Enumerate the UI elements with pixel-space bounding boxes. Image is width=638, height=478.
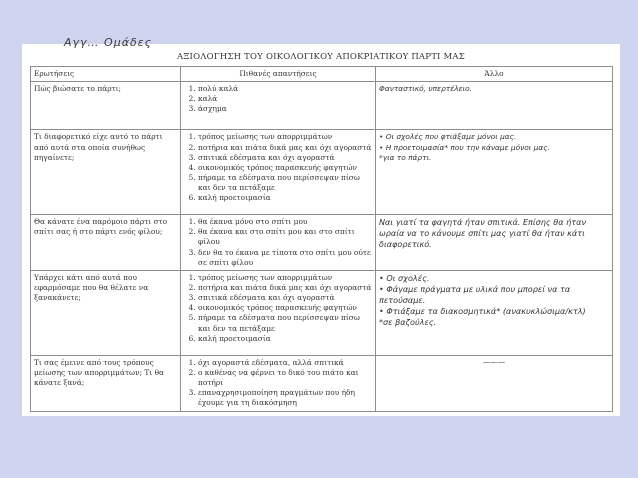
- options-list: [184, 358, 372, 408]
- table-header-row: [31, 67, 613, 82]
- option-item: 2. ποτήρια και πιάτα δικά μας και όχι αγοραστά: [198, 283, 372, 293]
- option-item: 1. τρόπος μείωσης των απορριμμάτων: [198, 132, 372, 142]
- option-item: 6. καλή προετοιμασία: [198, 334, 372, 344]
- option-item: 6. καλή προετοιμασία: [198, 193, 372, 203]
- table-row: [31, 356, 613, 412]
- option-item: 5. πήραμε τα εδέσματα που περίσσεψαν πίσω και δεν τα πετάξαμε: [198, 313, 372, 333]
- table-row: [31, 215, 613, 271]
- option-item: 3. σπιτικά εδέσματα και όχι αγοραστά: [198, 293, 372, 303]
- option-item: 4. οικονομικός τρόπος παρασκευής φαγητών: [198, 163, 372, 173]
- option-item: 4. οικονομικός τρόπος παρασκευής φαγητών: [198, 303, 372, 313]
- option-item: 3. άσχημα: [198, 104, 372, 114]
- option-item: 2. θα έκανα και στο σπίτι μου και στο σπίτι φίλου: [198, 227, 372, 247]
- options-list: [184, 132, 372, 202]
- table-row: [31, 130, 613, 215]
- table-row: [31, 82, 613, 130]
- handwritten-answer: Ναι γιατί τα φαγητά ήταν σπιτικά. Επίσης θα ήταν ωραία να το κάνουμε σπίτι μας γιατί θα ήταν κάτι διαφορετικό.: [376, 215, 613, 271]
- option-item: 3. σπιτικά εδέσματα και όχι αγοραστά: [198, 153, 372, 163]
- options-cell: [181, 215, 376, 271]
- column-header-answers: Πιθανές απαντήσεις: [181, 67, 376, 82]
- question-cell: Υπάρχει κάτι από αυτά που εφαρμόσαμε που θα θέλατε να ξανακάνετε;: [31, 271, 181, 356]
- question-cell: Τι διαφορετικό είχε αυτό το πάρτι από αυτά στα οποία συνήθως πηγαίνετε;: [31, 130, 181, 215]
- option-item: 1. πολύ καλά: [198, 84, 372, 94]
- option-item: 1. όχι αγοραστά εδέσματα, αλλά σπιτικά: [198, 358, 372, 368]
- handwritten-answer: • Οι σχολές. • Φάγαμε πράγματα με υλικά που μπορεί να τα πετούσαμε. • Φτιάξαμε τα διακοσμητικά* (ανακυκλώσιμα/κτλ) *σε βαζούλες.: [376, 271, 613, 356]
- option-item: 2. ποτήρια και πιάτα δικά μας και όχι αγοραστά: [198, 143, 372, 153]
- option-item: 3. επαναχρησιμοποίηση πραγμάτων που ήδη έχουμε για τη διακόσμηση: [198, 388, 372, 408]
- question-cell: Πώς βιώσατε το πάρτι;: [31, 82, 181, 130]
- option-item: 3. δεν θα το έκανα με τίποτα στο σπίτι μου ούτε σε σπίτι φίλου: [198, 248, 372, 268]
- options-cell: [181, 82, 376, 130]
- options-list: [184, 217, 372, 267]
- option-item: 2. ο καθένας να φέρνει το δικό του πιάτο και ποτήρι: [198, 368, 372, 388]
- option-item: 2. καλά: [198, 94, 372, 104]
- column-header-other: Άλλο: [376, 67, 613, 82]
- question-cell: Τι σας έμεινε από τους τρόπους μείωσης των απορριμμάτων; Τι θα κάνατε ξανά;: [31, 356, 181, 412]
- options-cell: [181, 356, 376, 412]
- option-item: 1. τρόπος μείωσης των απορριμμάτων: [198, 273, 372, 283]
- question-cell: Θα κάνατε ένα παρόμοιο πάρτι στο σπίτι σας ή στο πάρτι ενός φίλου;: [31, 215, 181, 271]
- option-item: 5. πήραμε τα εδέσματα που περίσσεψαν πίσω και δεν τα πετάξαμε: [198, 173, 372, 193]
- scanned-sheet: [22, 36, 620, 416]
- handwritten-answer: • Οι σχολές που φτιάξαμε μόνοι μας. • Η προετοιμασία* που την κάναμε μόνοι μας. *για το πάρτι.: [376, 130, 613, 215]
- options-list: [184, 273, 372, 343]
- handwritten-answer: ———: [376, 356, 613, 412]
- column-header-questions: Ερωτήσεις: [31, 67, 181, 82]
- table-row: [31, 271, 613, 356]
- header-scrawl: Αγγ… Ομάδες: [64, 36, 153, 49]
- evaluation-table: [30, 66, 613, 412]
- option-item: 1. θα έκανα μόνο στο σπίτι μου: [198, 217, 372, 227]
- options-list: [184, 84, 372, 114]
- options-cell: [181, 130, 376, 215]
- options-cell: [181, 271, 376, 356]
- document-title: ΑΞΙΟΛΟΓΗΣΗ ΤΟΥ ΟΙΚΟΛΟΓΙΚΟΥ ΑΠΟΚΡΙΑΤΙΚΟΥ ΠΑΡΤΙ ΜΑΣ: [177, 52, 465, 62]
- handwritten-answer: Φανταστικό, υπερτέλειο.: [376, 82, 613, 130]
